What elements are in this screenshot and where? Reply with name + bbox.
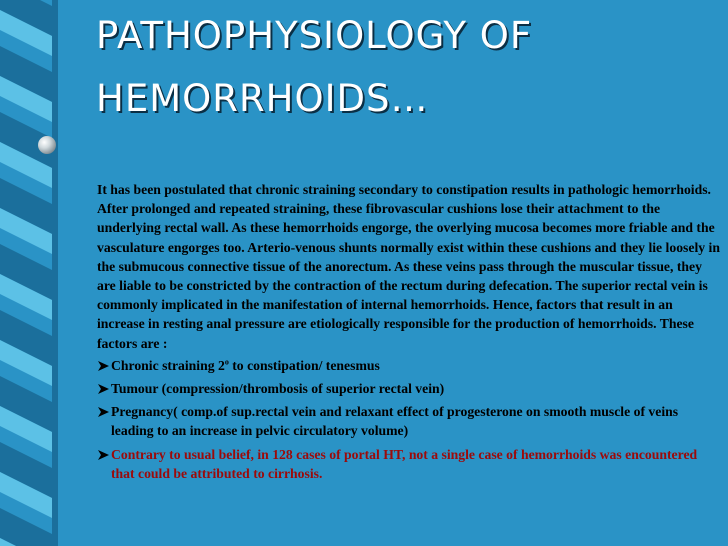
list-item-tumour [97, 379, 721, 398]
title-line-2: HEMORRHOIDS… [96, 77, 429, 120]
list-item-text: Chronic straining 2$^o$ to constipation/ tenesmus [111, 357, 380, 373]
arrow-bullet-icon [97, 449, 111, 461]
list-item-text: Tumour (compression/thrombosis of superior rectal vein) [111, 381, 445, 397]
arrow-bullet-icon [97, 360, 111, 372]
title-line-1: PATHOPHYSIOLOGY OF [96, 14, 533, 57]
arrow-bullet-icon [97, 406, 111, 418]
list-item-pregnancy [97, 402, 721, 440]
arrow-bullet-icon [97, 383, 111, 395]
list-item-text: Contrary to usual belief, in 128 cases of portal HT, not a single case of hemorrhoids was encountered that could be attributed to cirrhosis. [111, 446, 698, 481]
list-item-portal-ht [97, 445, 721, 483]
border-edge [52, 0, 58, 546]
left-border-pattern [0, 0, 74, 546]
intro-paragraph: It has been postulated that chronic straining secondary to constipation results in pathologic hemorrhoids. After prolonged and repeated straining, these fibrovascular cushions lose their attachment to the underlying rectal wall. As these hemorrhoids engorge, the overlying mucosa becomes more friable and the vasculature engorges too. Arterio-venous shunts normally exist within these cushions and they lie loosely in the submucous connective tissue of the anorectum. As these veins pass through the muscular tissue, they are liable to be constricted by the contraction of the rectum during defecation. The superior rectal vein is commonly implicated in the manifestation of internal hemorrhoids. Hence, factors that result in an increase in resting anal pressure are etiologically responsible for the production of hemorrhoids. These factors are : [97, 182, 720, 351]
list-item-text: Pregnancy( comp.of sup.rectal vein and relaxant effect of progesterone on smooth muscle of veins leading to an increase in pelvic circulatory volume) [111, 404, 679, 439]
sphere-bullet-icon [38, 136, 56, 154]
list-item-chronic-straining [97, 356, 721, 375]
slide-title [96, 4, 716, 130]
slide-body [97, 180, 721, 483]
